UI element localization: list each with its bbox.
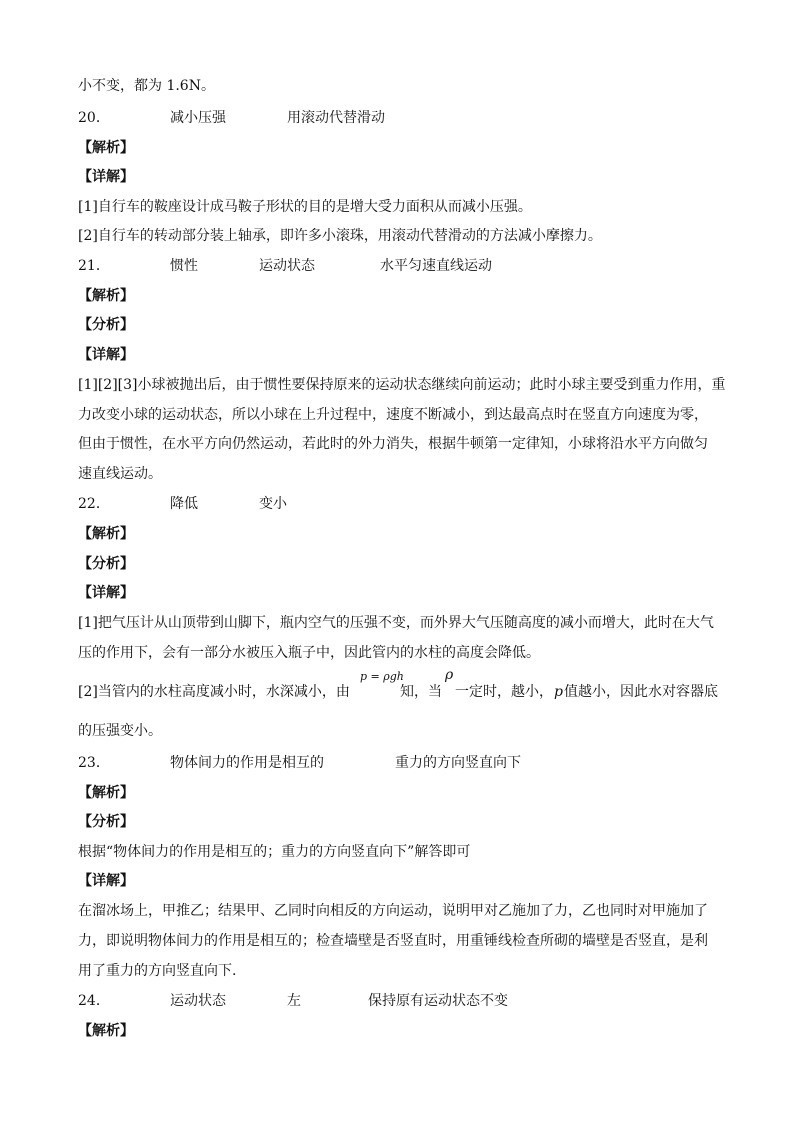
answer-23-1: 物体间力的作用是相互的 xyxy=(170,755,324,771)
answer-22-1: 降低 xyxy=(170,496,198,512)
paragraph: 力改变小球的运动状态，所以小球在上升过程中，速度不断减小，到达最高点时在竖直方向速度为零， xyxy=(78,407,708,423)
question-number-22: 22． xyxy=(78,496,110,512)
paragraph: 在溜冰场上，甲推乙；结果甲、乙同时向相反的方向运动，说明甲对乙施加了力，乙也同时对甲施加了 xyxy=(78,903,708,919)
answer-20-1: 减小压强 xyxy=(170,110,226,126)
paragraph: 速直线运动。 xyxy=(78,466,162,482)
question-number-21: 21． xyxy=(78,258,110,274)
paragraph: 用了重力的方向竖直向下. xyxy=(78,963,237,979)
paragraph: 的压强变小。 xyxy=(78,723,162,739)
answer-24-2: 左 xyxy=(287,993,301,1009)
answer-24-3: 保持原有运动状态不变 xyxy=(368,993,508,1009)
paragraph: 压的作用下，会有一部分水被压入瓶子中，因此管内的水柱的高度会降低。 xyxy=(78,645,540,661)
pressure-symbol: p xyxy=(554,684,563,700)
analysis-tag: 【解析】 xyxy=(78,288,134,304)
question-number-23: 23． xyxy=(78,755,110,771)
breakdown-tag: 【分析】 xyxy=(78,814,134,830)
answer-21-1: 惯性 xyxy=(170,258,198,274)
paragraph: 但由于惯性，在水平方向仍然运动，若此时的外力消失，根据牛顿第一定律知，小球将沿水平方向做匀 xyxy=(78,436,708,452)
pressure-formula: p = ρgh xyxy=(360,670,404,683)
question-number-24: 24． xyxy=(78,993,110,1009)
detail-tag: 【详解】 xyxy=(78,873,134,889)
paragraph-text: 一定时，越小， xyxy=(455,684,553,700)
answer-21-2: 运动状态 xyxy=(259,258,315,274)
density-symbol: ρ xyxy=(445,667,454,683)
analysis-tag: 【解析】 xyxy=(78,785,134,801)
answer-21-3: 水平匀速直线运动 xyxy=(380,258,492,274)
answer-20-2: 用滚动代替滑动 xyxy=(287,110,385,126)
paragraph: [1]自行车的鞍座设计成马鞍子形状的目的是增大受力面积从而减小压强。 xyxy=(78,199,532,215)
continued-text: 小不变，都为 1.6N。 xyxy=(78,78,215,94)
paragraph-start: [2]当管内的水柱高度减小时，水深减小，由 xyxy=(78,684,350,700)
answer-22-2: 变小 xyxy=(259,496,287,512)
question-number-20: 20． xyxy=(78,110,110,126)
breakdown-tag: 【分析】 xyxy=(78,556,134,572)
paragraph-text: 值越小，因此水对容器底 xyxy=(564,684,718,700)
analysis-tag: 【解析】 xyxy=(78,526,134,542)
paragraph: [2]自行车的转动部分装上轴承，即许多小滚珠，用滚动代替滑动的方法减小摩擦力。 xyxy=(78,228,602,244)
paragraph: [1]把气压计从山顶带到山脚下，瓶内空气的压强不变，而外界大气压随高度的减小而增大，此时在大气 xyxy=(78,615,714,631)
paragraph: [1][2][3]小球被抛出后，由于惯性要保持原来的运动状态继续向前运动；此时小球主要受到重力作用，重 xyxy=(78,377,726,393)
breakdown-tag: 【分析】 xyxy=(78,317,134,333)
analysis-tag: 【解析】 xyxy=(78,140,134,156)
answer-23-2: 重力的方向竖直向下 xyxy=(395,755,521,771)
detail-tag: 【详解】 xyxy=(78,585,134,601)
answer-24-1: 运动状态 xyxy=(170,993,226,1009)
paragraph: 力，即说明物体间力的作用是相互的；检查墙壁是否竖直时，用重锤线检查所砌的墙壁是否竖直，是利 xyxy=(78,933,708,949)
paragraph: 根据“物体间力的作用是相互的；重力的方向竖直向下”解答即可 xyxy=(78,844,471,860)
detail-tag: 【详解】 xyxy=(78,169,134,185)
detail-tag: 【详解】 xyxy=(78,347,134,363)
paragraph-text: 知，当 xyxy=(400,684,442,700)
analysis-tag: 【解析】 xyxy=(78,1023,134,1039)
